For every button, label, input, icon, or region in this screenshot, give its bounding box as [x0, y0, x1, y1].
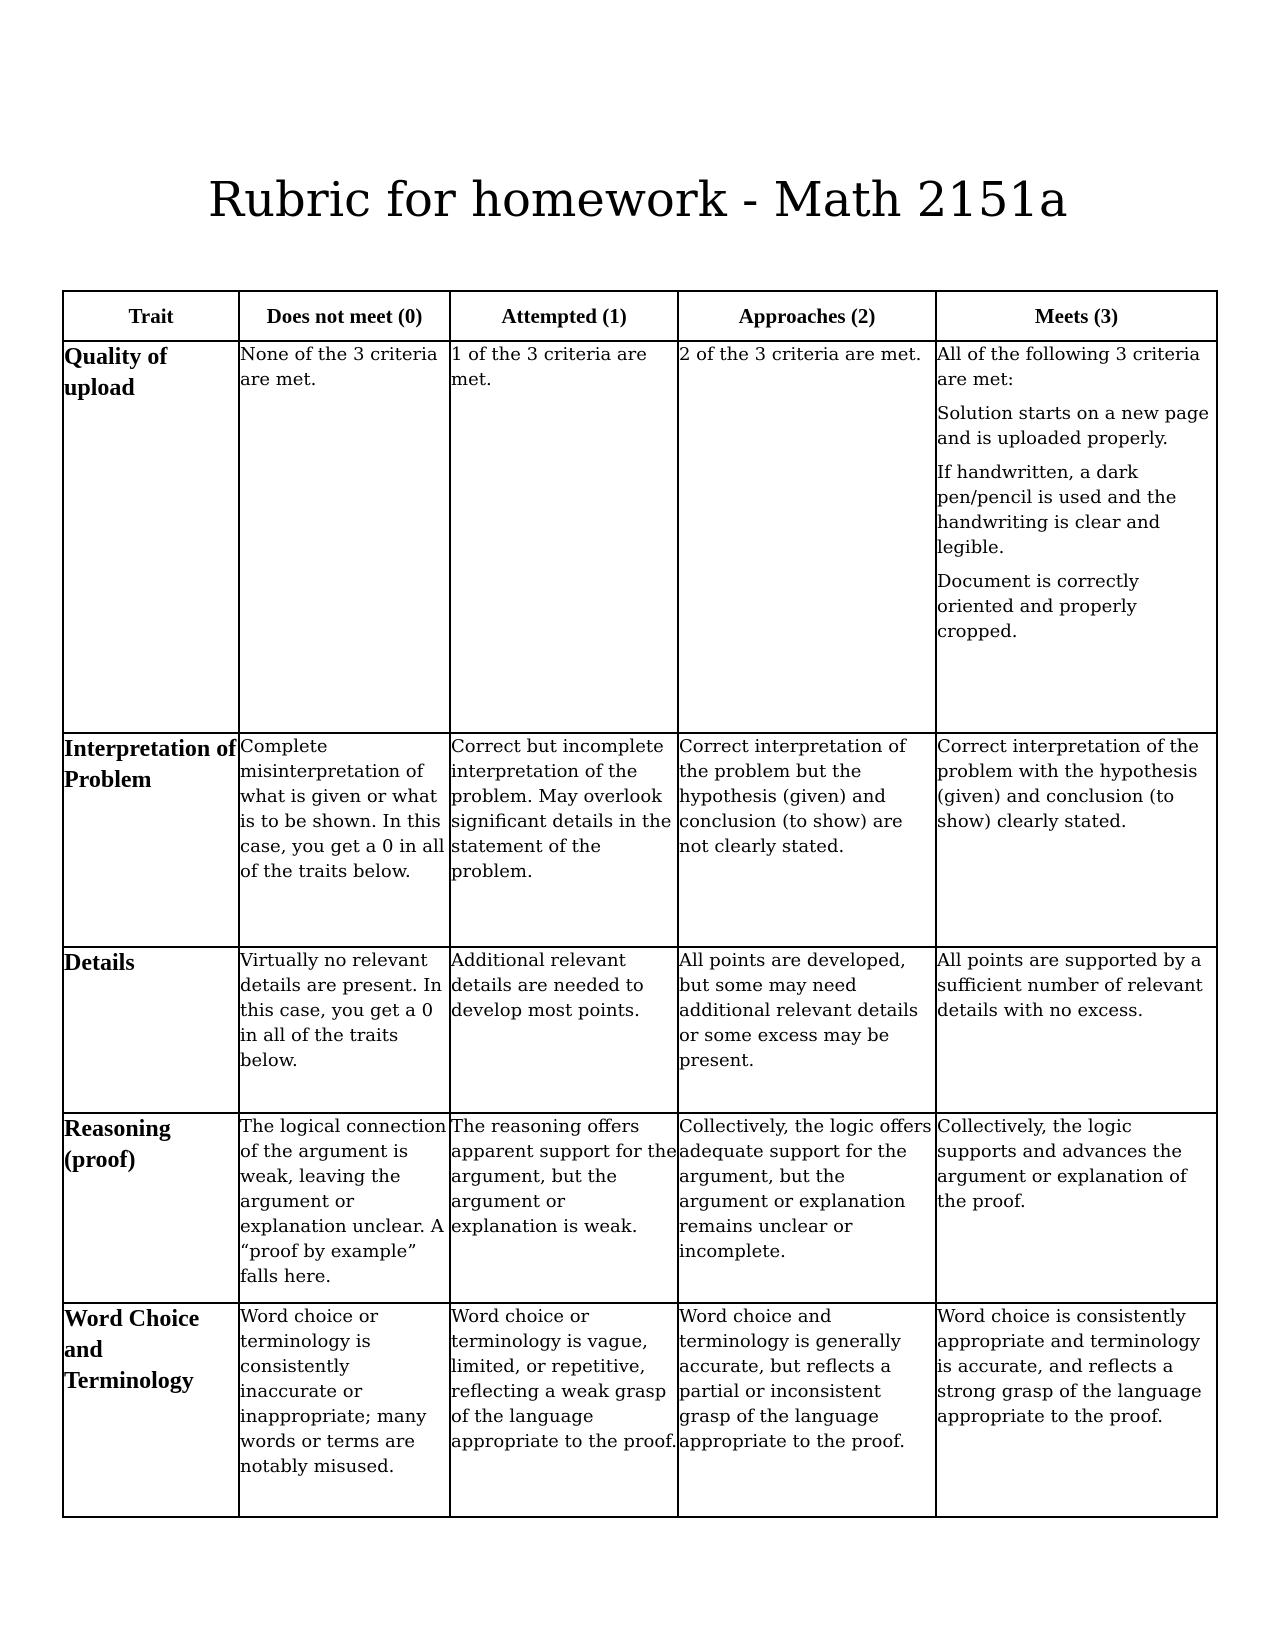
cell-meets — [936, 341, 1217, 733]
trait-word-choice-and-terminology: Word Choice and Terminology — [63, 1303, 239, 1517]
cell-approaches: 2 of the 3 criteria are met. — [678, 341, 936, 733]
meets-criterion: If handwritten, a dark pen/pencil is used and the handwriting is clear and legible. — [937, 462, 1177, 558]
rubric-table — [62, 290, 1218, 1518]
table-row — [63, 733, 1217, 947]
cell-meets: All points are supported by a sufficient number of relevant details with no excess. — [936, 947, 1217, 1113]
header-trait: Trait — [63, 291, 239, 341]
trait-interpretation-of-problem: Interpretation of Problem — [63, 733, 239, 947]
meets-criterion: Document is correctly oriented and properly cropped. — [937, 571, 1139, 642]
cell-attempted: Correct but incomplete interpretation of the problem. May overlook significant details in the statement of the problem. — [450, 733, 678, 947]
cell-meets: Correct interpretation of the problem with the hypothesis (given) and conclusion (to show) clearly stated. — [936, 733, 1217, 947]
page-title: Rubric for homework - Math 2151a — [208, 172, 1068, 228]
cell-approaches: Word choice and terminology is generally accurate, but reflects a partial or inconsistent grasp of the language appropriate to the proof. — [678, 1303, 936, 1517]
cell-attempted: 1 of the 3 criteria are met. — [450, 341, 678, 733]
cell-meets: Collectively, the logic supports and advances the argument or explanation of the proof. — [936, 1113, 1217, 1303]
cell-does-not-meet: Complete misinterpretation of what is given or what is to be shown. In this case, you get a 0 in all of the traits below. — [239, 733, 450, 947]
table-row — [63, 947, 1217, 1113]
trait-details: Details — [63, 947, 239, 1113]
header-row — [63, 291, 1217, 341]
cell-does-not-meet: The logical connection of the argument is weak, leaving the argument or explanation unclear. A “proof by example” falls here. — [239, 1113, 450, 1303]
cell-approaches: All points are developed, but some may need additional relevant details or some excess may be present. — [678, 947, 936, 1113]
table-row — [63, 341, 1217, 733]
cell-attempted: Additional relevant details are needed to develop most points. — [450, 947, 678, 1113]
cell-attempted: Word choice or terminology is vague, limited, or repetitive, reflecting a weak grasp of the language appropriate to the proof. — [450, 1303, 678, 1517]
cell-approaches: Correct interpretation of the problem but the hypothesis (given) and conclusion (to show) are not clearly stated. — [678, 733, 936, 947]
header-attempted: Attempted (1) — [450, 291, 678, 341]
trait-reasoning-proof: Reasoning (proof) — [63, 1113, 239, 1303]
cell-approaches: Collectively, the logic offers adequate support for the argument, but the argument or explanation remains unclear or incomplete. — [678, 1113, 936, 1303]
cell-does-not-meet: Virtually no relevant details are present. In this case, you get a 0 in all of the traits below. — [239, 947, 450, 1113]
header-does-not-meet: Does not meet (0) — [239, 291, 450, 341]
cell-meets: Word choice is consistently appropriate and terminology is accurate, and reflects a strong grasp of the language appropriate to the proof. — [936, 1303, 1217, 1517]
cell-does-not-meet: None of the 3 criteria are met. — [239, 341, 450, 733]
table-row — [63, 1113, 1217, 1303]
trait-quality-of-upload: Quality of upload — [63, 341, 239, 733]
meets-intro: All of the following 3 criteria are met: — [937, 344, 1201, 390]
header-meets: Meets (3) — [936, 291, 1217, 341]
header-approaches: Approaches (2) — [678, 291, 936, 341]
table-row — [63, 1303, 1217, 1517]
cell-attempted: The reasoning offers apparent support for the argument, but the argument or explanation is weak. — [450, 1113, 678, 1303]
cell-does-not-meet: Word choice or terminology is consistently inaccurate or inappropriate; many words or terms are notably misused. — [239, 1303, 450, 1517]
meets-criterion: Solution starts on a new page and is uploaded properly. — [937, 403, 1210, 449]
